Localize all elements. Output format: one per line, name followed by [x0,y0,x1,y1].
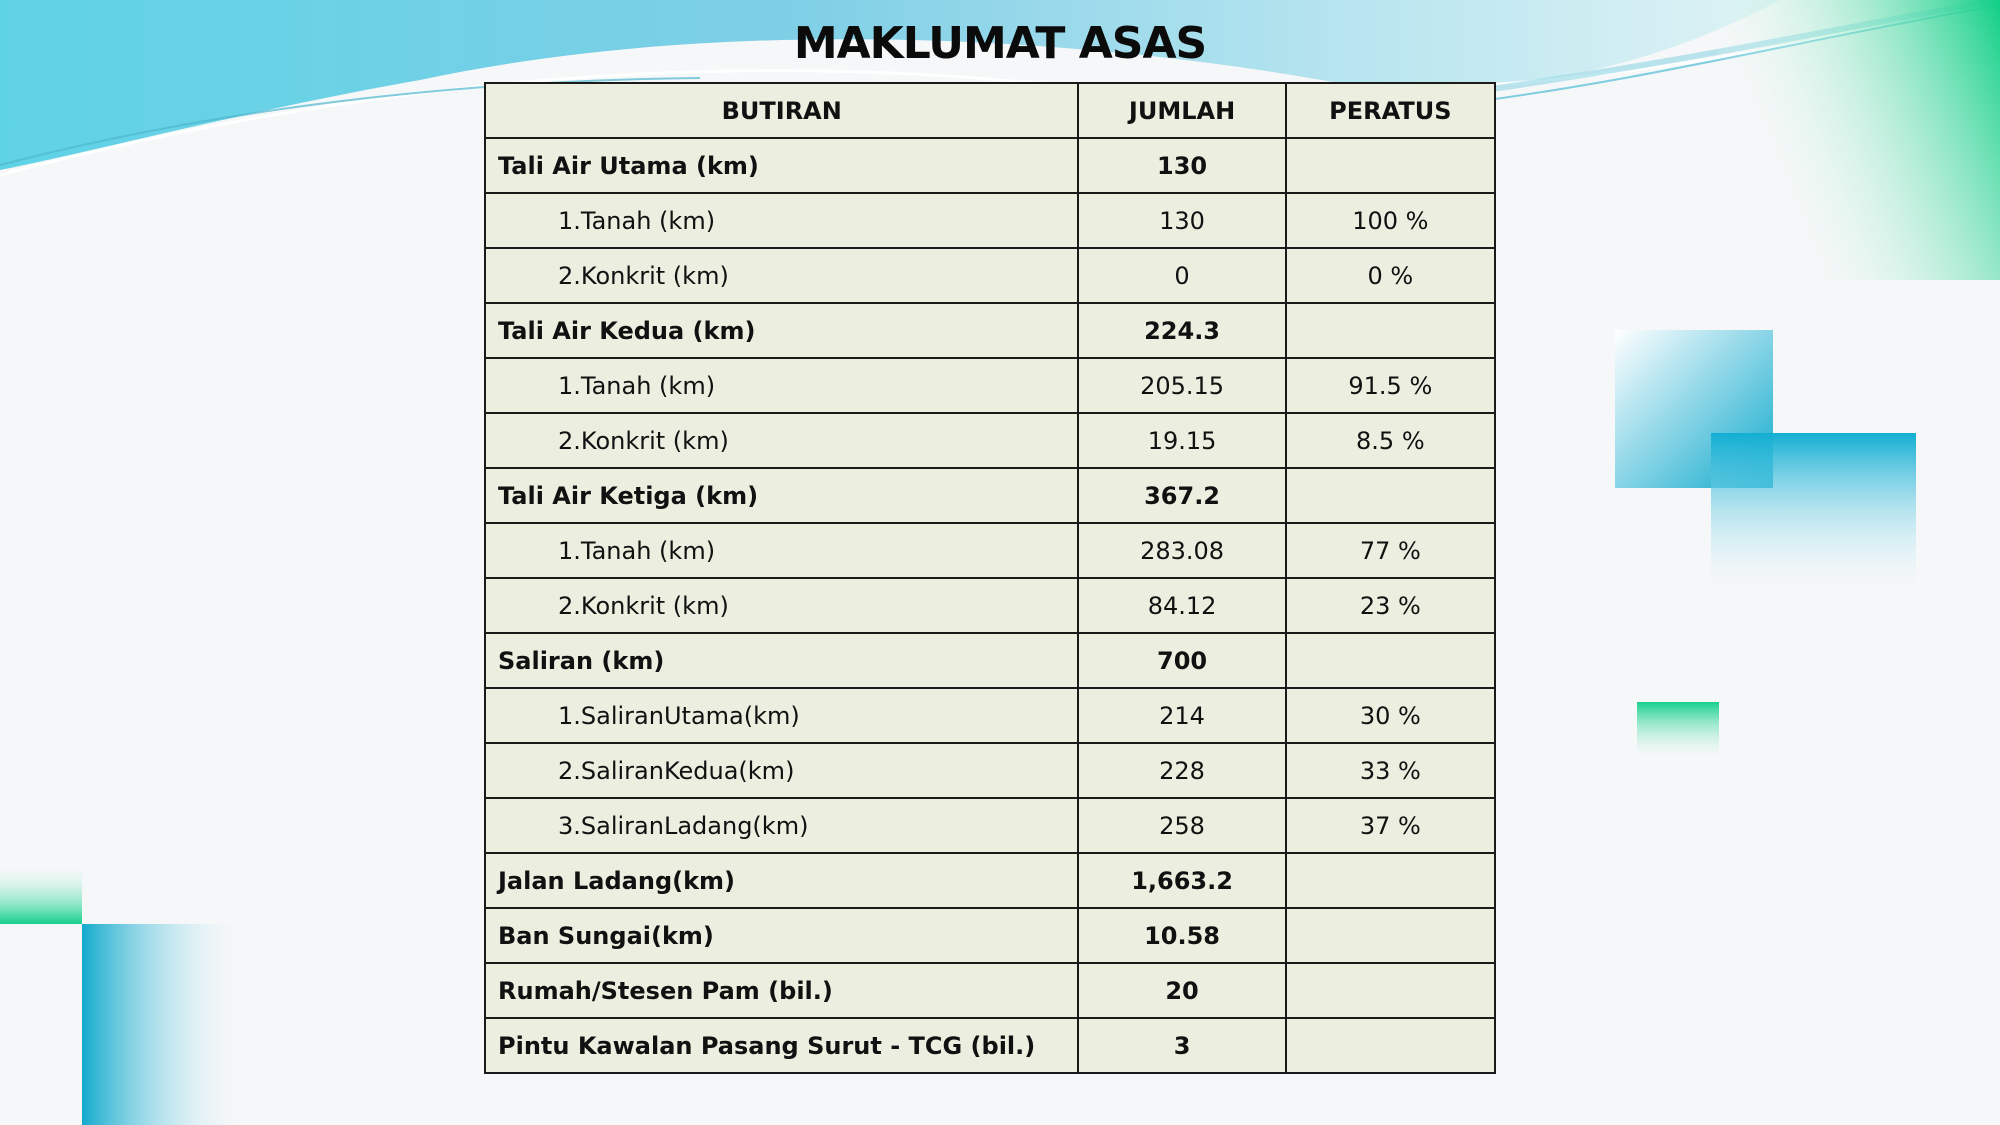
row-label: Jalan Ladang(km) [485,853,1078,908]
row-value: 224.3 [1078,303,1285,358]
row-percent: 0 % [1286,248,1495,303]
row-percent [1286,963,1495,1018]
row-value: 367.2 [1078,468,1285,523]
table-header-row [485,83,1495,138]
row-percent [1286,303,1495,358]
row-value: 20 [1078,963,1285,1018]
header-butiran: BUTIRAN [485,83,1078,138]
table-row [485,413,1495,468]
table-row [485,743,1495,798]
row-label: 1.Tanah (km) [485,193,1078,248]
table-row [485,358,1495,413]
row-percent: 8.5 % [1286,413,1495,468]
row-value: 130 [1078,138,1285,193]
row-percent [1286,468,1495,523]
table-row [485,853,1495,908]
row-percent: 23 % [1286,578,1495,633]
row-value: 3 [1078,1018,1285,1073]
table-row [485,248,1495,303]
table-row [485,578,1495,633]
table-row [485,468,1495,523]
table-row [485,798,1495,853]
table-row [485,908,1495,963]
row-label: Saliran (km) [485,633,1078,688]
row-label: 2.Konkrit (km) [485,413,1078,468]
row-label: 1.Tanah (km) [485,358,1078,413]
page-title: MAKLUMAT ASAS [793,18,1207,69]
table-row [485,633,1495,688]
row-label: 1.SaliranUtama(km) [485,688,1078,743]
row-value: 0 [1078,248,1285,303]
row-value: 283.08 [1078,523,1285,578]
table-row [485,523,1495,578]
row-value: 10.58 [1078,908,1285,963]
table-row [485,1018,1495,1073]
table-row [485,193,1495,248]
row-label: 2.Konkrit (km) [485,248,1078,303]
row-percent: 77 % [1286,523,1495,578]
row-percent: 91.5 % [1286,358,1495,413]
row-percent [1286,853,1495,908]
row-value: 258 [1078,798,1285,853]
row-value: 19.15 [1078,413,1285,468]
row-value: 214 [1078,688,1285,743]
row-label: 2.SaliranKedua(km) [485,743,1078,798]
row-value: 228 [1078,743,1285,798]
row-percent: 30 % [1286,688,1495,743]
row-percent: 33 % [1286,743,1495,798]
row-label: Rumah/Stesen Pam (bil.) [485,963,1078,1018]
row-label: Ban Sungai(km) [485,908,1078,963]
row-label: Pintu Kawalan Pasang Surut - TCG (bil.) [485,1018,1078,1073]
table-row [485,963,1495,1018]
row-percent [1286,1018,1495,1073]
row-label: 1.Tanah (km) [485,523,1078,578]
row-label: Tali Air Kedua (km) [485,303,1078,358]
header-jumlah: JUMLAH [1078,83,1285,138]
row-percent [1286,138,1495,193]
row-value: 130 [1078,193,1285,248]
data-table [484,82,1496,1074]
table-row [485,138,1495,193]
row-label: 2.Konkrit (km) [485,578,1078,633]
row-label: Tali Air Ketiga (km) [485,468,1078,523]
header-peratus: PERATUS [1286,83,1495,138]
row-label: 3.SaliranLadang(km) [485,798,1078,853]
table-row [485,303,1495,358]
row-value: 700 [1078,633,1285,688]
row-percent: 100 % [1286,193,1495,248]
row-percent [1286,633,1495,688]
row-value: 205.15 [1078,358,1285,413]
row-percent [1286,908,1495,963]
table-row [485,688,1495,743]
row-value: 1,663.2 [1078,853,1285,908]
row-value: 84.12 [1078,578,1285,633]
row-label: Tali Air Utama (km) [485,138,1078,193]
row-percent: 37 % [1286,798,1495,853]
